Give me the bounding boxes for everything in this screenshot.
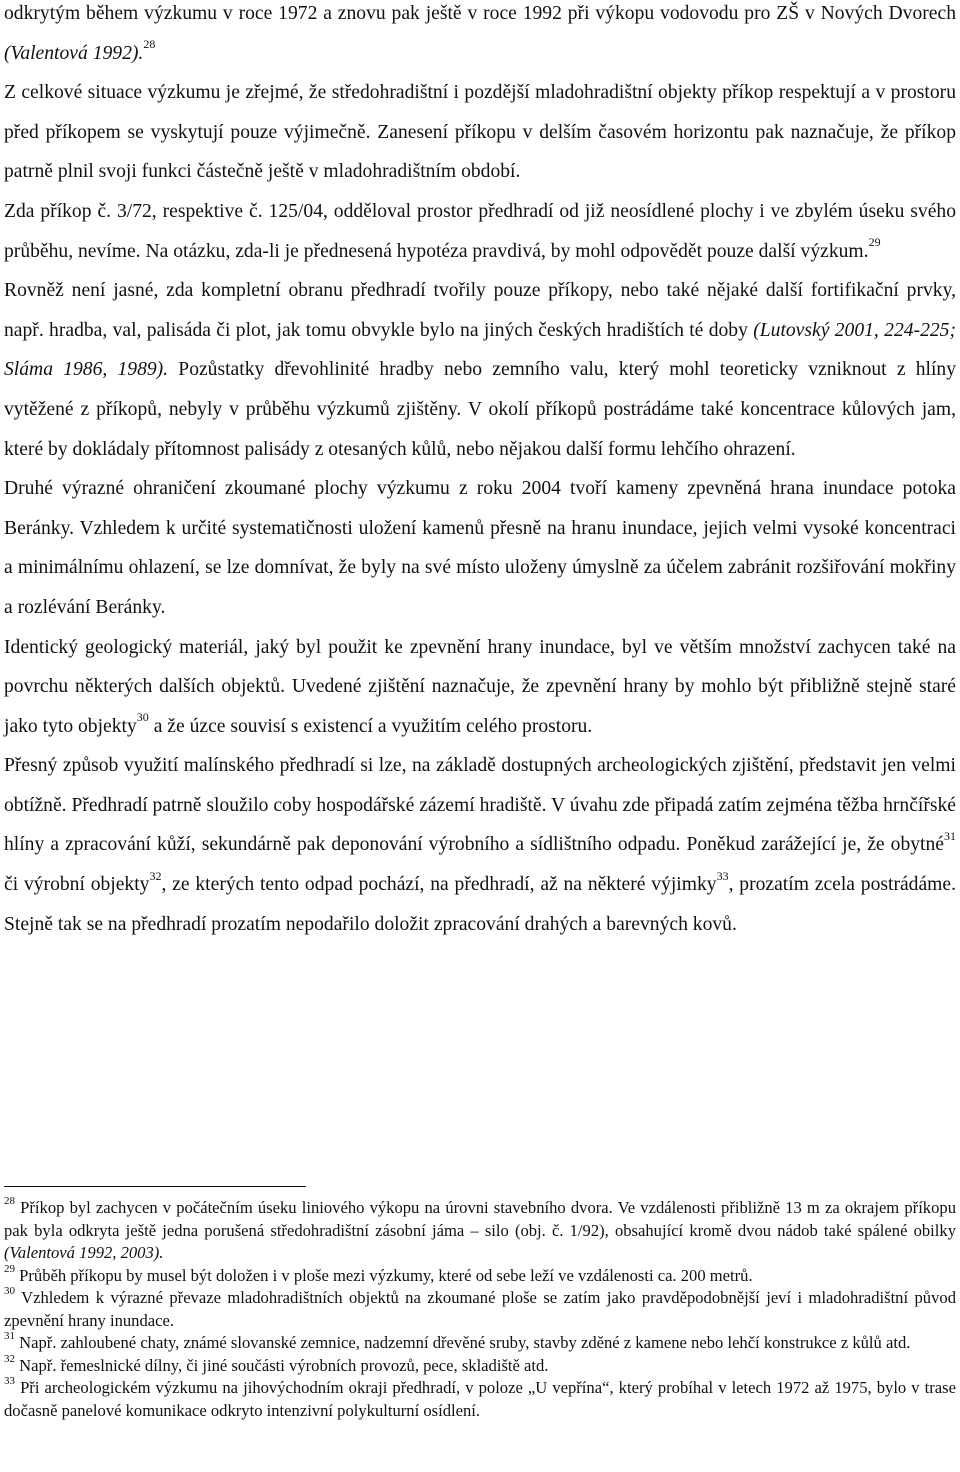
footnote-number: 29 (4, 1262, 15, 1275)
footnote-ref-32: 32 (149, 868, 162, 883)
paragraph-text: Rovněž není jasné, zda kompletní obranu předhradí tvořily pouze příkopy, nebo také nějaké další fortifikační prvky, např. hradba, val, palisáda či plot, jak tomu obvykle bylo na jiných českých hradištích té doby (4, 280, 956, 341)
paragraph-6 (4, 628, 956, 747)
paragraph-text: Přesný způsob využití malínského předhradí si lze, na základě dostupných archeologických zjištění, představit jen velmi obtížně. Předhradí patrně sloužilo coby hospodářské zázemí hradiště. V úvahu zde připadá zatím zejména těžba hrnčířské hlíny a zpracování kůží, sekundárně pak deponování výrobního a sídlištního odpadu. Poněkud zarážející je, že obytné (4, 755, 956, 856)
paragraph-text: , prozatím zcela postrádáme. Stejně tak se na předhradí prozatím nepodařilo doložit zpracování drahých a barevných kovů. (4, 874, 956, 935)
footnote-30 (4, 1287, 956, 1332)
footnote-separator (4, 1186, 306, 1187)
footnote-29 (4, 1262, 956, 1288)
footnote-ref-29: 29 (868, 235, 881, 250)
paragraph-text: , ze kterých tento odpad pochází, na předhradí, až na některé výjimky (161, 874, 717, 896)
paragraph-text: či výrobní objekty (4, 874, 150, 896)
paragraph-text: Identický geologický materiál, jaký byl použit ke zpevnění hrany inundace, byl ve větším množství zachycen také na povrchu některých dalších objektů. Uvedené zjištění naznačuje, že zpevnění hrany by mohlo být přibližně stejně staré jako tyto objekty (4, 636, 956, 737)
footnote-text: Např. řemeslnické dílny, či jiné součásti výrobních provozů, pece, skladiště atd. (15, 1355, 549, 1375)
paragraph-text: odkrytým během výzkumu v roce 1972 a znovu pak ještě v roce 1992 při výkopu vodovodu pro ZŠ v Nových Dvorech (4, 3, 956, 24)
paragraph-text: Zda příkop č. 3/72, respektive č. 125/04, odděloval prostor předhradí od již neosídlené plochy i ve zbylém úseku svého průběhu, nevíme. Na otázku, zda-li je přednesená hypotéza pravdivá, by mohl odpovědět pouze další výzkum. (4, 200, 956, 262)
footnote-number: 30 (4, 1285, 15, 1298)
footnote-text: Průběh příkopu by musel být doložen i v ploše mezi výzkumy, které od sebe leží ve vzdálenosti ca. 200 metrů. (15, 1265, 753, 1285)
footnote-number: 33 (4, 1375, 15, 1388)
citation: (Valentová 1992, 2003). (4, 1243, 164, 1262)
footnote-text: Vzhledem k výrazné převaze mladohradištních objektů na zkoumané ploše se zatím jako pravděpodobnější jeví i mladohradištní původ zpevnění hrany inundace. (4, 1288, 956, 1330)
footnote-text: Např. zahloubené chaty, známé slovanské zemnice, nadzemní dřevěné sruby, stavby zděné z kamene nebo lehčí konstrukce z kůlů atd. (15, 1333, 911, 1352)
footnote-ref-33: 33 (716, 868, 729, 883)
footnote-32 (4, 1352, 956, 1378)
paragraph-text: a že úzce souvisí s existencí a využitím celého prostoru. (148, 715, 593, 737)
footnote-number: 28 (4, 1195, 15, 1208)
footnote-28 (4, 1197, 956, 1265)
footnote-33 (4, 1377, 956, 1422)
paragraph-3 (4, 192, 956, 271)
paragraph-4 (4, 271, 956, 469)
paragraph-text: Pozůstatky dřevohlinité hradby nebo zemního valu, který mohl teoreticky vzniknout z hlíny vytěžené z příkopů, nebyly v průběhu výzkumů zjištěny. V okolí příkopů postrádáme také koncentrace kůlových jam, které by dokládaly přítomnost palisády z otesaných kůlů, nebo nějakou další formu lehčího ohrazení. (4, 359, 956, 460)
footnote-text: Příkop byl zachycen v počátečním úseku liniového výkopu na úrovni stavebního dvora. Ve vzdálenosti přibližně 13 m za okrajem příkopu pak byla odkryta ještě jedna porušená středohradištní zásobní jáma – silo (obj. č. 1/92), obsahující kromě dvou nádob také spálené obilky (4, 1198, 956, 1240)
paragraph-2: Z celkové situace výzkumu je zřejmé, že středohradištní i pozdější mladohradištní objekty příkop respektují a v prostoru před příkopem se vyskytují pouze výjimečně. Zanesení příkopu v delším časovém horizontu pak naznačuje, že příkop patrně plnil svoji funkci částečně ještě v mladohradištním období. (4, 82, 956, 183)
paragraph-1 (4, 0, 956, 73)
paragraph-5: Druhé výrazné ohraničení zkoumané plochy výzkumu z roku 2004 tvoří kameny zpevněná hrana inundace potoka Beránky. Vzhledem k určité systematičnosti uložení kamenů přesně na hranu inundace, jejich velmi vysoké koncentraci a minimálnímu ohlazení, se lze domnívat, že byly na své místo uloženy úmyslně za účelem zabránit rozšiřování mokřiny a rozlévání Beránky. (4, 478, 956, 618)
citation: (Lutovský 2001, 224-225; Sláma 1986, 1989). (4, 319, 956, 381)
citation: (Valentová 1992). (4, 42, 144, 64)
footnote-ref-28: 28 (143, 37, 156, 52)
footnote-number: 31 (4, 1330, 15, 1343)
body-text (4, 0, 956, 944)
footnote-text: Při archeologickém výzkumu na jihovýchodním okraji předhradí, v poloze „U vepřína“, který probíhal v letech 1972 až 1975, bylo v trase dočasně panelové komunikace odkryto intenzivní polykulturní osídlení. (4, 1378, 956, 1420)
footnote-31 (4, 1332, 956, 1355)
footnote-ref-30: 30 (136, 710, 149, 725)
paragraph-7 (4, 746, 956, 944)
footnote-ref-31: 31 (944, 828, 956, 843)
footnotes (4, 1197, 956, 1422)
footnote-number: 32 (4, 1352, 15, 1365)
